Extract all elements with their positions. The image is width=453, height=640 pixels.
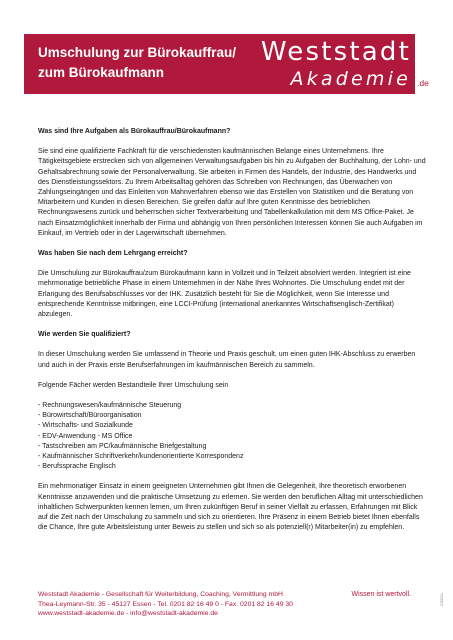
list-item: - Berufssprache Englisch bbox=[38, 463, 116, 471]
list-item: - Tastschreiben am PC/kaufmännische Briefgestaltung bbox=[38, 442, 207, 450]
question-heading-achievement: Was haben Sie nach dem Lehrgang erreicht? bbox=[38, 250, 188, 258]
paragraph-subjects-intro: Folgende Fächer werden Bestandteile Ihrer Umschulung sein bbox=[38, 381, 229, 389]
list-item: - Kaufmännischer Schriftverkehr/kundenorientierte Korrespondenz bbox=[38, 453, 244, 461]
page-title-line-1: Umschulung zur Bürokauffrau/ bbox=[38, 45, 237, 60]
logo-domain: .de bbox=[417, 78, 429, 88]
paragraph-tasks: Sie sind eine qualifizierte Fachkraft für die verschiedensten kaufmännischen Belange eines Unternehmens. Ihre Tätigkeitsgebiete erstrecken sich von allgemeinen Verwaltungsaufgaben bis hin zu Aufgaben der Buchhaltung, der Lohn- und Gehaltsabrechnung sowie der Personalverwaltung. Sie arbeiten in Firmen des Handels, der Industrie, des Handwerks und des Dienstleistungssektors. Zu Ihrem Arbeitsalltag gehören das Schreiben von Rechnungen, das Überwachen von Zahlungseingängen und das Einleiten von Mahnverfahren ebenso wie das Erstellen von Statistiken und die Beratung von Mitarbeitern und Kunden in diesen Bereichen. Sie greifen dafür auf Ihre guten Kenntnisse des betrieblichen Rechnungswesens zurück und beherrschen sicher Textverarbeitung und Tabellenkalkulation mit dem MS Office-Paket. Je nach Einsatzmöglichkeit innerhalb der Firma und abhängig von Ihren persönlichen Interessen können Sie auch Aufgaben im Einkauf, im Vertrieb oder in der Lagerwirtschaft übernehmen. bbox=[38, 148, 426, 237]
document-body bbox=[38, 127, 426, 544]
document-id: ZJ02011 bbox=[440, 592, 444, 606]
page-title bbox=[38, 43, 268, 83]
list-item: - Bürowirtschaft/Büroorganisation bbox=[38, 412, 142, 420]
paragraph-qualification: In dieser Umschulung werden Sie umfassend in Theorie und Praxis geschult, um einen guten IHK-Abschluss zu erwerben und auch in der Praxis erste Berufserfahrungen im kaufmännischen Bereich zu sammeln. bbox=[38, 351, 416, 369]
footer-address: Thea-Leymann-Str. 35 - 45127 Essen - Tel. 0201 82 16 49 0 - Fax. 0201 82 16 49 30 bbox=[38, 600, 293, 608]
page-title-line-2: zum Bürokaufmann bbox=[38, 65, 165, 80]
footer-contact-links[interactable]: www.weststadt-akademie.de - info@weststadt-akademie.de bbox=[38, 610, 218, 618]
logo-weststadt: Weststadt bbox=[260, 37, 411, 67]
question-heading-tasks: Was sind Ihre Aufgaben als Bürokauffrau/Bürokaufmann? bbox=[38, 128, 231, 135]
subject-list bbox=[38, 401, 426, 472]
question-heading-qualification: Wie werden Sie qualifiziert? bbox=[38, 331, 131, 339]
paragraph-achievement: Die Umschulung zur Bürokauffrau/zum Bürokaufmann kann in Vollzeit und in Teilzeit absolviert werden. Integriert ist eine mehrmonatige betriebliche Phase in einem Unternehmen in der Nähe Ihres Wohnortes. Die Umschulung endet mit der Erlangung des Berufsabschlusses vor der IHK. Zusätzlich besteht für Sie die Möglichkeit, wenn Sie Interesse und entsprechende Kenntnisse mitbringen, eine LCCI-Prüfung (international anerkanntes Wirtschaftsenglisch-Zertifikat) abzulegen. bbox=[38, 270, 411, 319]
logo-akademie: Akademie bbox=[290, 68, 411, 90]
list-item: - EDV-Anwendung - MS Office bbox=[38, 432, 133, 440]
list-item: - Rechnungswesen/kaufmännische Steuerung bbox=[38, 402, 182, 410]
paragraph-closing: Ein mehrmonatiger Einsatz in einem geeigneten Unternehmen gibt Ihnen die Gelegenheit, Ihre theoretisch erworbenen Kenntnisse anzuwenden und die praktische Umsetzung zu erlernen. Sie werden den beruflichen Alltag mit unterschiedlichen inhaltlichen Schwerpunkten kennen lernen, um Ihren zukünftigen Beruf in seiner Vielfalt zu erfassen, Erfahrungen mit Blick auf die Zeit nach der Umschulung zu sammeln und sich zu orientieren. Ihre Präsenz in einem Betrieb bietet Ihnen ebenfalls die Chance, Ihre gute Arbeitsleistung unter Beweis zu stellen und sich so als potenziell(r) Mitarbeiter(in) zu empfehlen. bbox=[38, 483, 423, 532]
list-item: - Wirtschafts- und Sozialkunde bbox=[38, 422, 133, 430]
footer-slogan: Wissen ist wertvoll. bbox=[351, 591, 411, 598]
footer-company: Weststadt Akademie - Gesellschaft für Weiterbildung, Coaching, Vermittlung mbH bbox=[38, 591, 283, 598]
title-banner bbox=[24, 34, 415, 94]
